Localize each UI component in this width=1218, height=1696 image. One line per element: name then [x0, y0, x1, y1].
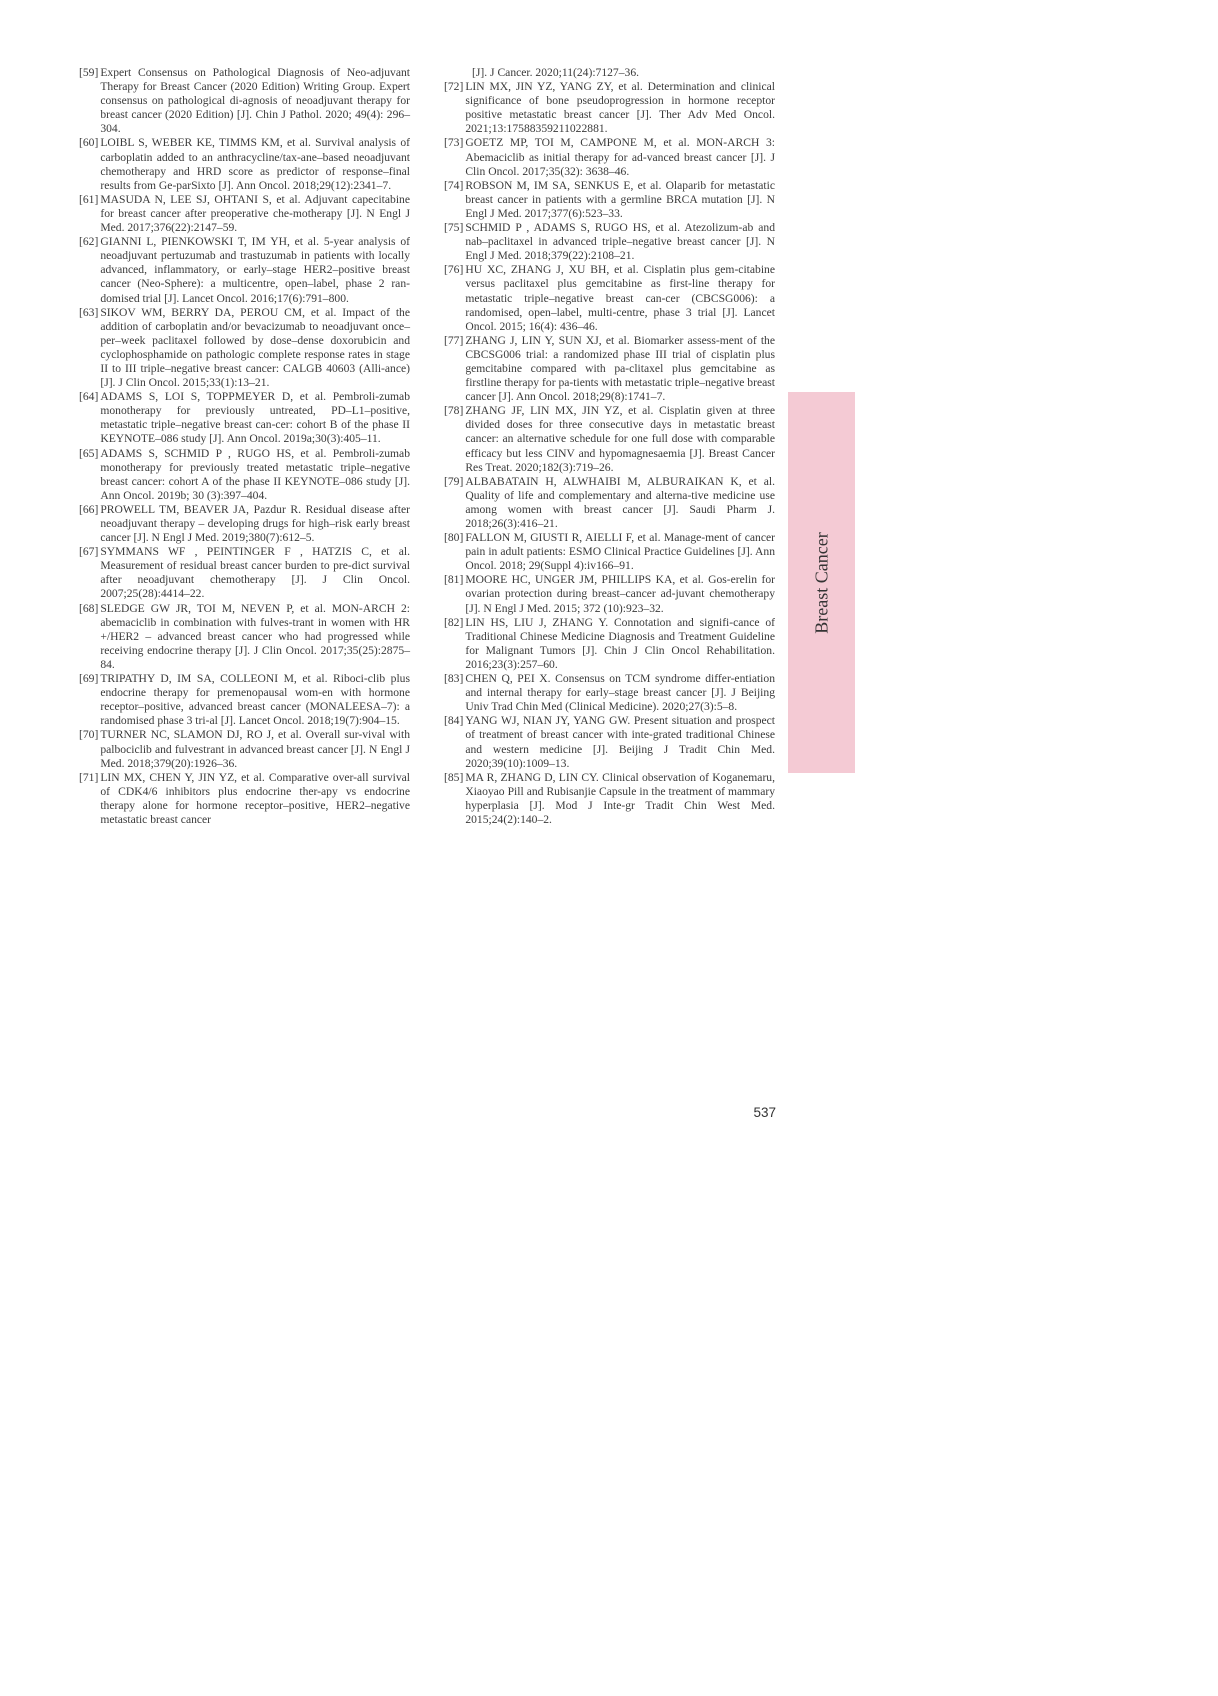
- reference-number: [61]: [79, 192, 99, 206]
- reference-text: LIN HS, LIU J, ZHANG Y. Connotation and signifi-cance of Traditional Chinese Medicine Diagnosis and Treatment Guideline for Malignant Tumors [J]. Chin J Clin Oncol Rehabilitation. 2016;23(3):257–60.: [465, 615, 775, 671]
- reference-number: [72]: [444, 80, 464, 94]
- reference-number: [74]: [444, 178, 464, 192]
- reference-item: [79, 235, 410, 305]
- reference-text: ROBSON M, IM SA, SENKUS E, et al. Olaparib for metastatic breast cancer in patients with a germline BRCA mutation [J]. N Engl J Med. 2017;377(6):523–33.: [465, 178, 775, 220]
- reference-text: FALLON M, GIUSTI R, AIELLI F, et al. Manage-ment of cancer pain in adult patients: ESMO Clinical Practice Guidelines [J]. Ann Oncol. 2018; 29(Suppl 4):iv166–91.: [465, 531, 775, 573]
- reference-text: SIKOV WM, BERRY DA, PEROU CM, et al. Impact of the addition of carboplatin and/or bevacizumab to neoadjuvant once–per–week paclitaxel followed by dose–dense doxorubicin and cyclophosphamide on pathologic complete response rates in stage II to III triple–negative breast cancer: CALGB 40603 (Alli-ance)[J]. J Clin Oncol. 2015;33(1):13–21.: [100, 305, 410, 390]
- reference-item: [444, 136, 775, 178]
- reference-text: YANG WJ, NIAN JY, YANG GW. Present situation and prospect of treatment of breast cancer with inte-grated traditional Chinese and western medicine [J]. Beijing J Tradit Chin Med. 2020;39(10):1009–13.: [465, 714, 775, 770]
- reference-text: LIN MX, CHEN Y, JIN YZ, et al. Comparative over-all survival of CDK4/6 inhibitors plus endocrine ther-apy vs endocrine therapy alone for hormone receptor–positive, HER2–negative metastatic breast cancer: [100, 770, 410, 826]
- reference-text: GIANNI L, PIENKOWSKI T, IM YH, et al. 5-year analysis of neoadjuvant pertuzumab and trastuzumab in patients with locally advanced, inflammatory, or early–stage HER2–positive breast cancer (Neo-Sphere): a multicentre, open–label, phase 2 ran-domised trial [J]. Lancet Oncol. 2016;17(6):791–800.: [100, 235, 410, 305]
- reference-number: [70]: [79, 728, 99, 742]
- reference-text: GOETZ MP, TOI M, CAMPONE M, et al. MON-ARCH 3: Abemaciclib as initial therapy for ad-vanced breast cancer [J]. J Clin Oncol. 2017;35(32): 3638–46.: [465, 136, 775, 178]
- reference-number: [76]: [444, 263, 464, 277]
- reference-text: CHEN Q, PEI X. Consensus on TCM syndrome differ-entiation and internal therapy for early–stage breast cancer [J]. J Beijing Univ Trad Chin Med (Clinical Medicine). 2020;27(3):5–8.: [465, 672, 775, 714]
- reference-text: TURNER NC, SLAMON DJ, RO J, et al. Overall sur-vival with palbociclib and fulvestrant in advanced breast cancer [J]. N Engl J Med. 2018;379(20):1926–36.: [100, 728, 410, 770]
- reference-number: [62]: [79, 235, 99, 249]
- reference-item: [444, 179, 775, 221]
- reference-number: [83]: [444, 672, 464, 686]
- reference-item: [444, 771, 775, 827]
- reference-text: TRIPATHY D, IM SA, COLLEONI M, et al. Riboci-clib plus endocrine therapy for premenopausal wom-en with hormone receptor–positive, advanced breast cancer (MONALEESA–7): a randomised phase 3 tri-al [J]. Lancet Oncol. 2018;19(7):904–15.: [100, 672, 410, 728]
- reference-item: [444, 475, 775, 531]
- reference-number: [79]: [444, 474, 464, 488]
- reference-text: MA R, ZHANG D, LIN CY. Clinical observation of Koganemaru, Xiaoyao Pill and Rubisanjie Capsule in the treatment of mammary hyperplasia [J]. Mod J Inte-gr Tradit Chin West Med. 2015;24(2):140–2.: [465, 770, 775, 826]
- reference-number: [64]: [79, 390, 99, 404]
- reference-item: [79, 728, 410, 770]
- reference-item: [444, 334, 775, 404]
- reference-text: LOIBL S, WEBER KE, TIMMS KM, et al. Survival analysis of carboplatin added to an anthracycline/tax-ane–based neoadjuvant chemotherapy and HRD score as predictor of response–final results from Ge-parSixto [J]. Ann Oncol. 2018;29(12):2341–7.: [100, 136, 410, 192]
- reference-item: [444, 616, 775, 672]
- reference-item: [444, 714, 775, 770]
- reference-number: [68]: [79, 601, 99, 615]
- reference-number: [59]: [79, 66, 99, 79]
- reference-number: [65]: [79, 446, 99, 460]
- reference-number: [85]: [444, 770, 464, 784]
- reference-column-right: [444, 66, 775, 827]
- reference-text: SCHMID P , ADAMS S, RUGO HS, et al. Atezolizum-ab and nab–paclitaxel in advanced triple–negative breast cancer [J]. N Engl J Med. 2018;379(22):2108–21.: [465, 221, 775, 263]
- reference-text: ZHANG JF, LIN MX, JIN YZ, et al. Cisplatin given at three divided doses for three consecutive days in metastatic breast cancer: an alternative schedule for one full dose with comparable efficacy but less CINV and hypomagnesaemia [J]. Breast Cancer Res Treat. 2020;182(3):719–26.: [465, 404, 775, 474]
- reference-number: [71]: [79, 770, 99, 784]
- reference-number: [75]: [444, 221, 464, 235]
- reference-text: ADAMS S, LOI S, TOPPMEYER D, et al. Pembroli-zumab monotherapy for previously untreated, PD–L1–positive, metastatic triple–negative breast can-cer: cohort B of the phase II KEYNOTE–086 study [J]. Ann Oncol. 2019a;30(3):405–11.: [100, 390, 410, 446]
- reference-item: [79, 503, 410, 545]
- reference-number: [80]: [444, 531, 464, 545]
- reference-text: ZHANG J, LIN Y, SUN XJ, et al. Biomarker assess-ment of the CBCSG006 trial: a randomized phase III trial of cisplatin plus gemcitabine compared with pa-clitaxel plus gemcitabine as firstline therapy for pa-tients with metastatic triple–negative breast cancer [J]. Ann Oncol. 2018;29(8):1741–7.: [465, 333, 775, 404]
- reference-item: [79, 602, 410, 672]
- reference-text: SLEDGE GW JR, TOI M, NEVEN P, et al. MON-ARCH 2: abemaciclib in combination with fulves-trant in women with HR +/HER2 – advanced breast cancer who had progressed while receiving endocrine therapy [J]. J Clin Oncol. 2017;35(25):2875–84.: [100, 601, 410, 671]
- reference-item: [444, 531, 775, 573]
- reference-text: MOORE HC, UNGER JM, PHILLIPS KA, et al. Gos-erelin for ovarian protection during breast–cancer ad-juvant chemotherapy [J]. N Engl J Med. 2015; 372 (10):923–32.: [465, 573, 775, 615]
- reference-number: [78]: [444, 404, 464, 418]
- reference-item: [79, 193, 410, 235]
- section-side-tab-label: Breast Cancer: [811, 531, 831, 634]
- reference-number: [66]: [79, 502, 99, 516]
- reference-text: SYMMANS WF , PEINTINGER F , HATZIS C, et al. Measurement of residual breast cancer burden to pre-dict survival after neoadjuvant chemotherapy [J]. J Clin Oncol. 2007;25(28):4414–22.: [100, 545, 410, 601]
- reference-number: [63]: [79, 305, 99, 319]
- reference-number: [77]: [444, 333, 464, 347]
- reference-item: [444, 263, 775, 333]
- section-side-tab: [788, 392, 855, 773]
- reference-item: [79, 771, 410, 827]
- reference-item: [79, 136, 410, 192]
- reference-item: [79, 390, 410, 446]
- reference-item: [444, 672, 775, 714]
- page-number: 537: [753, 1105, 776, 1120]
- reference-item: [444, 80, 775, 136]
- reference-number: [81]: [444, 573, 464, 587]
- reference-item: [79, 306, 410, 391]
- reference-item: [444, 221, 775, 263]
- reference-item: [79, 545, 410, 601]
- reference-item: [444, 573, 775, 615]
- reference-number: [60]: [79, 136, 99, 150]
- reference-continuation: [J]. J Cancer. 2020;11(24):7127–36.: [472, 66, 640, 79]
- reference-text: MASUDA N, LEE SJ, OHTANI S, et al. Adjuvant capecitabine for breast cancer after preoperative che-motherapy [J]. N Engl J Med. 2017;376(22):2147–59.: [100, 192, 410, 235]
- reference-number: [73]: [444, 136, 464, 150]
- reference-number: [82]: [444, 615, 464, 629]
- reference-item: [444, 404, 775, 474]
- reference-column-left: [79, 66, 410, 827]
- reference-number: [69]: [79, 672, 99, 686]
- reference-text: HU XC, ZHANG J, XU BH, et al. Cisplatin plus gem-citabine versus paclitaxel plus gemcitabine as first-line therapy for metastatic triple–negative breast can-cer (CBCSG006): a randomised, open–label, multi-centre, phase 3 trial [J]. Lancet Oncol. 2015; 16(4): 436–46.: [465, 263, 775, 333]
- reference-text: LIN MX, JIN YZ, YANG ZY, et al. Determination and clinical significance of bone pseudoprogression in hormone receptor positive metastatic breast cancer [J]. Ther Adv Med Oncol. 2021;13:17588359211022881.: [465, 80, 775, 136]
- reference-text: PROWELL TM, BEAVER JA, Pazdur R. Residual disease after neoadjuvant therapy – developing drugs for high–risk early breast cancer [J]. N Engl J Med. 2019;380(7):612–5.: [100, 502, 410, 545]
- reference-number: [67]: [79, 545, 99, 559]
- reference-item: [79, 447, 410, 503]
- reference-item: [79, 672, 410, 728]
- reference-item: [79, 66, 410, 136]
- reference-text: ADAMS S, SCHMID P , RUGO HS, et al. Pembroli-zumab monotherapy for previously treated metastatic triple–negative breast cancer: cohort A of the phase II KEYNOTE–086 study [J]. Ann Oncol. 2019b; 30 (3):397–404.: [100, 446, 410, 502]
- reference-number: [84]: [444, 714, 464, 728]
- reference-text: Expert Consensus on Pathological Diagnosis of Neo-adjuvant Therapy for Breast Cancer (2020 Edition) Writing Group. Expert consensus on pathological di-agnosis of neoadjuvant therapy for breast cancer (2020 Edition) [J]. Chin J Pathol. 2020; 49(4): 296–304.: [100, 66, 410, 136]
- reference-text: ALBABATAIN H, ALWHAIBI M, ALBURAIKAN K, et al. Quality of life and complementary and alterna-tive medicine use among women with breast cancer [J]. Saudi Pharm J. 2018;26(3):416–21.: [465, 474, 775, 530]
